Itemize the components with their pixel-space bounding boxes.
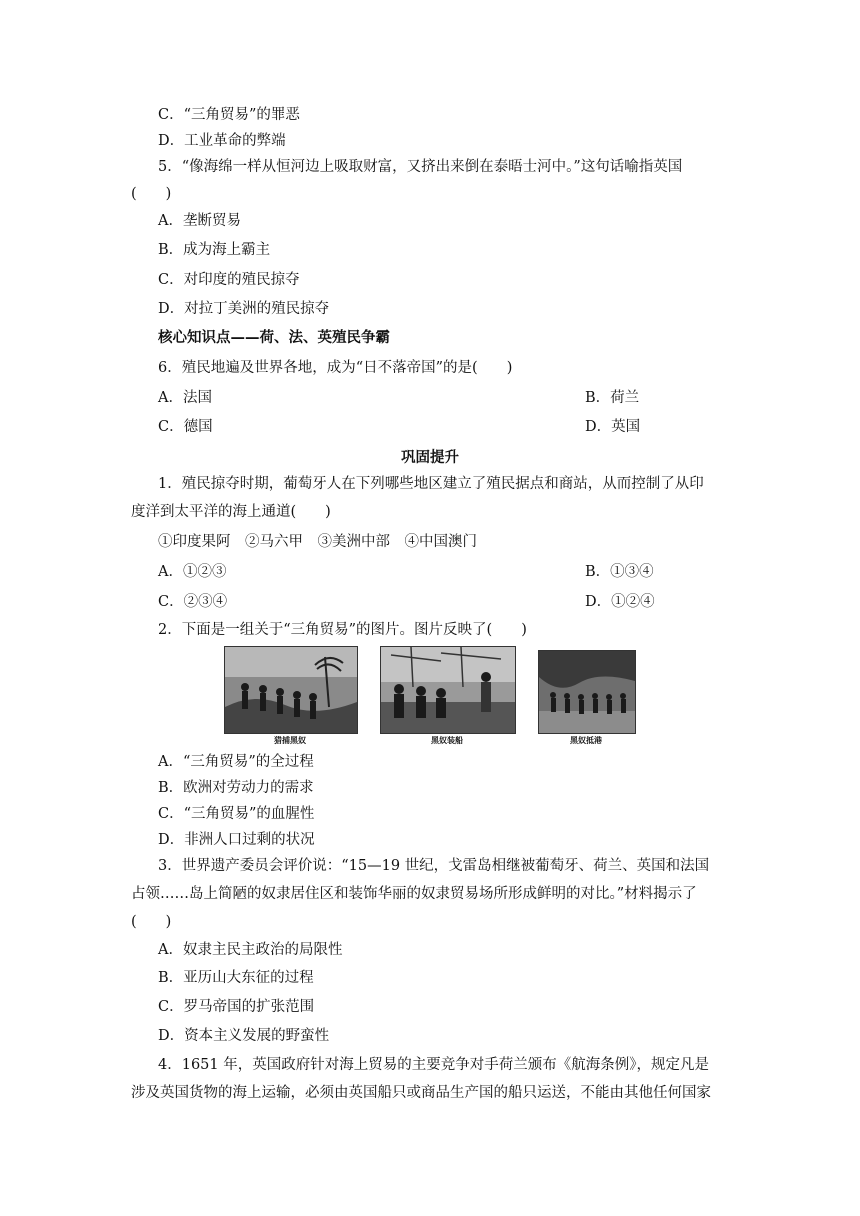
q5-option-b: B．成为海上霸主 bbox=[158, 242, 271, 258]
q5-stem-line2: ( ) bbox=[131, 186, 172, 202]
c-q2-option-d: D．非洲人口过剩的状况 bbox=[158, 832, 315, 848]
c-q4-stem-line1: 4．1651 年，英国政府针对海上贸易的主要竞争对手荷兰颁布《航海条例》，规定凡是 bbox=[158, 1057, 709, 1073]
q4-option-d: D．工业革命的弊端 bbox=[158, 133, 286, 149]
c-q4-stem-line2: 涉及英国货物的海上运输，必须由英国船只或商品生产国的船只运送，不能由其他任何国家 bbox=[131, 1085, 711, 1101]
c-q3-option-a: A．奴隶主民主政治的局限性 bbox=[158, 942, 343, 958]
slave-hunting-image bbox=[224, 646, 358, 734]
c-q2-option-c: C．“三角贸易”的血腥性 bbox=[158, 806, 315, 822]
q5-option-d: D．对拉丁美洲的殖民掠夺 bbox=[158, 301, 330, 317]
c-q2-option-a: A．“三角贸易”的全过程 bbox=[158, 754, 314, 770]
caption-slave-arrival: 黑奴抵港 bbox=[570, 736, 602, 745]
caption-slave-hunting: 猎捕黑奴 bbox=[274, 736, 306, 745]
c-q1-option-a: A．①②③ bbox=[158, 564, 227, 580]
c-q3-option-b: B．亚历山大东征的过程 bbox=[158, 970, 314, 986]
c-q3-stem-line1: 3．世界遗产委员会评价说：“15—19 世纪，戈雷岛相继被葡萄牙、荷兰、英国和法国 bbox=[158, 858, 710, 874]
q6-stem: 6．殖民地遍及世界各地，成为“日不落帝国”的是( ) bbox=[158, 360, 513, 376]
slave-arrival-image bbox=[538, 650, 636, 734]
q6-option-a: A．法国 bbox=[158, 390, 212, 406]
c-q3-stem-line2: 占领……岛上简陋的奴隶居住区和装饰华丽的奴隶贸易场所形成鲜明的对比。”材料揭示了 bbox=[131, 886, 697, 902]
c-q1-option-c: C．②③④ bbox=[158, 594, 228, 610]
q6-option-b: B．荷兰 bbox=[585, 390, 640, 406]
c-q1-stem-line2: 度洋到太平洋的海上通道( ) bbox=[131, 504, 331, 520]
c-q1-items: ①印度果阿 ②马六甲 ③美洲中部 ④中国澳门 bbox=[158, 534, 477, 550]
slave-loading-image bbox=[380, 646, 516, 734]
q5-option-a: A．垄断贸易 bbox=[158, 213, 241, 229]
q4-option-c: C．“三角贸易”的罪恶 bbox=[158, 107, 300, 123]
c-q2-stem: 2．下面是一组关于“三角贸易”的图片。图片反映了( ) bbox=[158, 622, 527, 638]
c-q1-option-d: D．①②④ bbox=[585, 594, 655, 610]
q6-option-d: D．英国 bbox=[585, 419, 641, 435]
c-q3-option-c: C．罗马帝国的扩张范围 bbox=[158, 999, 315, 1015]
c-q2-option-b: B．欧洲对劳动力的需求 bbox=[158, 780, 314, 796]
c-q3-option-d: D．资本主义发展的野蛮性 bbox=[158, 1028, 330, 1044]
section-heading: 巩固提升 bbox=[401, 450, 459, 466]
caption-slave-loading: 黑奴装船 bbox=[431, 736, 463, 745]
q5-stem-line1: 5．“像海绵一样从恒河边上吸取财富，又挤出来倒在泰晤士河中。”这句话喻指英国 bbox=[158, 159, 683, 175]
q6-option-c: C．德国 bbox=[158, 419, 213, 435]
c-q3-stem-line3: ( ) bbox=[131, 914, 172, 930]
core-heading: 核心知识点——荷、法、英殖民争霸 bbox=[158, 330, 390, 346]
c-q1-stem-line1: 1．殖民掠夺时期，葡萄牙人在下列哪些地区建立了殖民据点和商站，从而控制了从印 bbox=[158, 476, 704, 492]
q5-option-c: C．对印度的殖民掠夺 bbox=[158, 272, 300, 288]
c-q1-option-b: B．①③④ bbox=[585, 564, 654, 580]
